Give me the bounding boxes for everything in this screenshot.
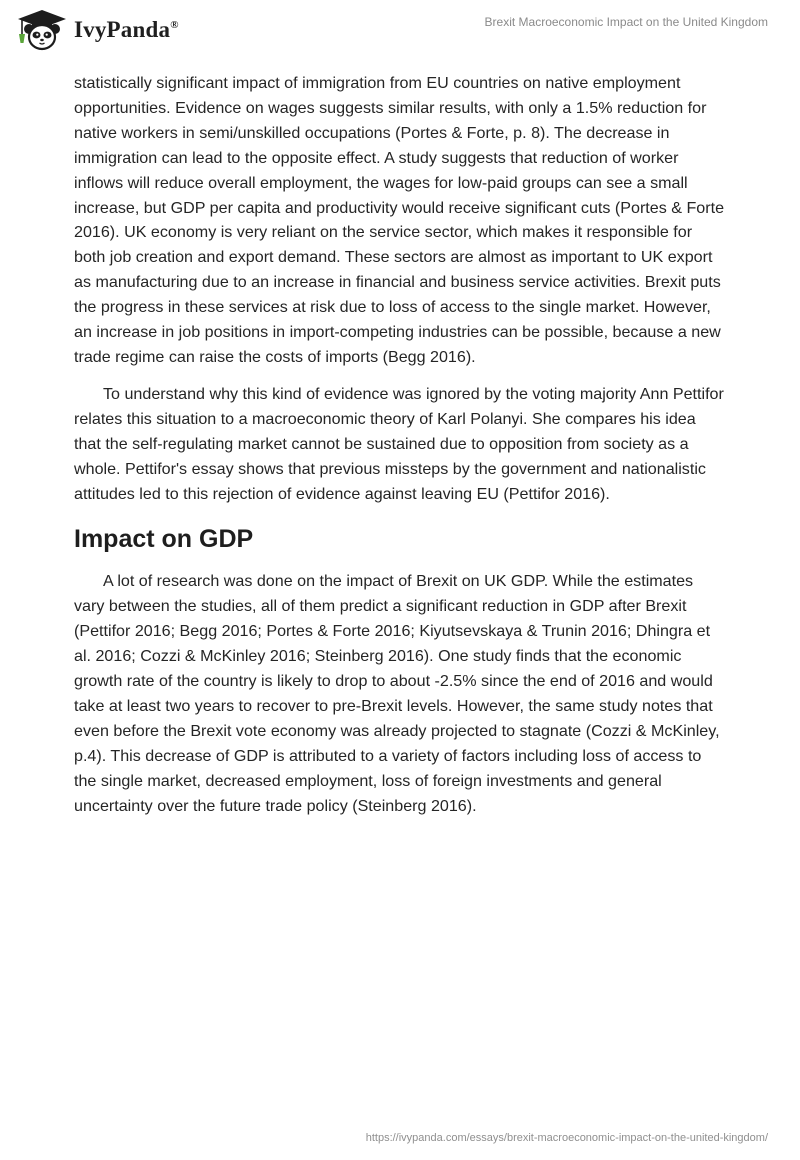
footer-source-link[interactable]: https://ivypanda.com/essays/brexit-macroeconomic-impact-on-the-united-kingdom/ bbox=[365, 1132, 768, 1144]
page-header bbox=[0, 0, 800, 70]
brand-name bbox=[74, 17, 179, 43]
paragraph: To understand why this kind of evidence was ignored by the voting majority Ann Pettifor relates this situation to a macroeconomic theory of Karl Polanyi. She compares his idea that the self-regulating market cannot be sustained due to opposition from society as a whole. Pettifor's essay shows that previous missteps by the government and nationalistic attitudes led to this rejection of evidence against leaving EU (Pettifor 2016). bbox=[74, 384, 724, 503]
panda-graduate-icon bbox=[14, 8, 70, 52]
paragraph: statistically significant impact of immigration from EU countries on native employment opportunities. Evidence on wages suggests similar results, with only a 1.5% reduction for native workers in semi/unskilled occupations (Portes & Forte, p. 8). The decrease in immigration can lead to the opposite effect. A study suggests that reduction of worker inflows will reduce overall employment, the wages for low-paid groups can see a small increase, but GDP per capita and productivity would receive significant cuts (Portes & Forte 2016). UK economy is very reliant on the service sector, which makes it responsible for both job creation and export demand. These sectors are almost as important to UK export as manufacturing due to an increase in financial and business service activities. Brexit puts the progress in these services at risk due to loss of access to the single market. However, an increase in job positions in import-competing industries can be possible, because a new trade regime can raise the costs of imports (Begg 2016). bbox=[74, 74, 725, 366]
brand-name-text: IvyPanda bbox=[74, 17, 171, 42]
document-title: Brexit Macroeconomic Impact on the United Kingdom bbox=[484, 15, 768, 29]
essay-body bbox=[74, 71, 726, 830]
brand-logo[interactable] bbox=[14, 8, 179, 52]
paragraph: A lot of research was done on the impact of Brexit on UK GDP. While the estimates vary between the studies, all of them predict a significant reduction in GDP after Brexit (Pettifor 2016; Begg 2016; Portes & Forte 2016; Kiyutsevskaya & Trunin 2016; Dhingra et al. 2016; Cozzi & McKinley 2016; Steinberg 2016). One study finds that the economic growth rate of the country is likely to drop to about -2.5% since the end of 2016 and would take at least two years to recover to pre-Brexit levels. However, the same study notes that even before the Brexit vote economy was already projected to stagnate (Cozzi & McKinley, p.4). This decrease of GDP is attributed to a variety of factors including loss of access to the single market, decreased employment, loss of foreign investments and general uncertainty over the future trade policy (Steinberg 2016). bbox=[74, 572, 720, 815]
section-heading: Impact on GDP bbox=[74, 525, 254, 554]
registered-mark: ® bbox=[170, 19, 179, 31]
